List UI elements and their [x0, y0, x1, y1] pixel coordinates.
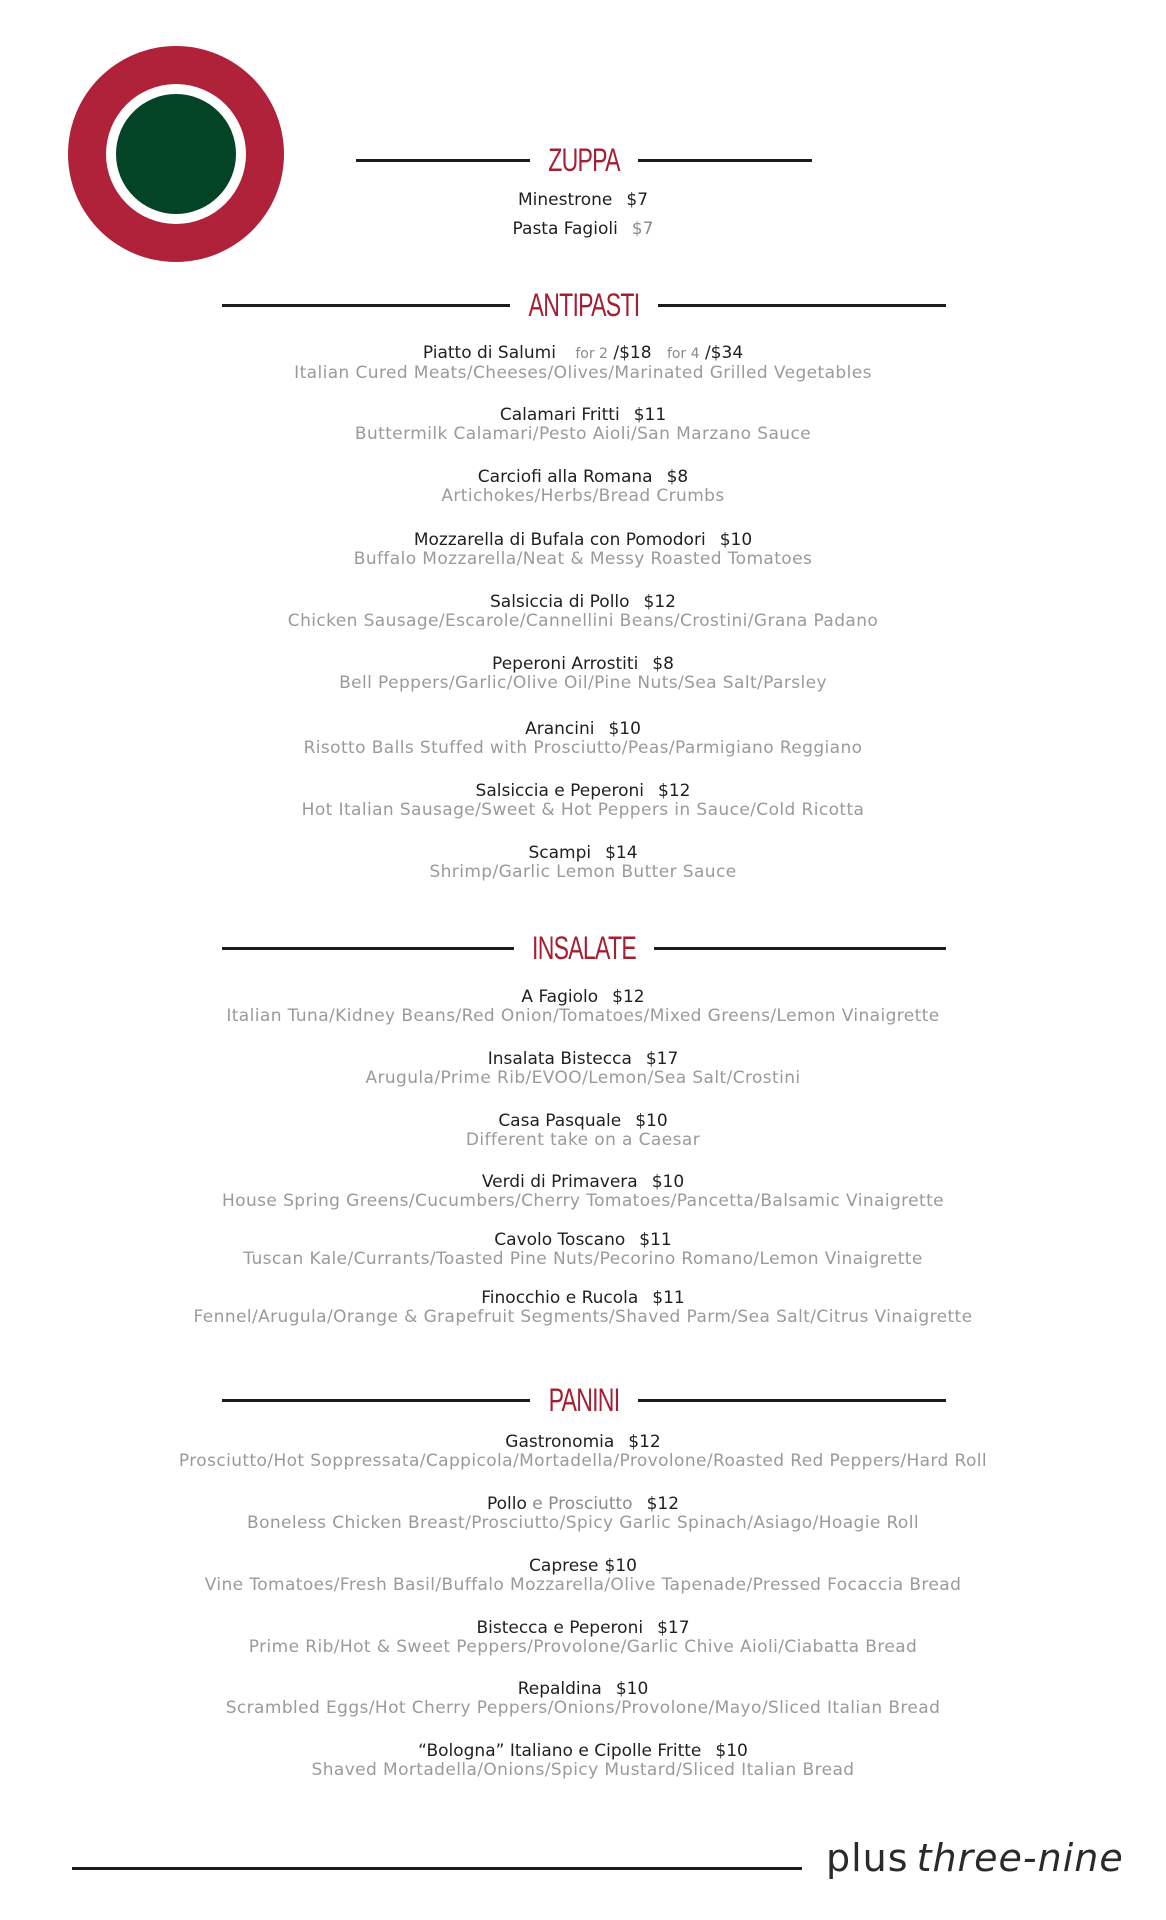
menu-item: Calamari Fritti $11 Buttermilk Calamari/Pesto Aioli/San Marzano Sauce [354, 405, 812, 444]
menu-item-pasta-fagioli: Pasta Fagioli $7 [512, 219, 654, 239]
menu-item: Bistecca e Peperoni $17 Prime Rib/Hot & Sweet Peppers/Provolone/Garlic Chive Aioli/Ciabatta Bread [248, 1618, 918, 1657]
footer-rule [72, 1867, 802, 1870]
brand-wordmark [826, 1836, 1124, 1880]
menu-item: Insalata Bistecca $17 Arugula/Prime Rib/EVOO/Lemon/Sea Salt/Crostini [365, 1049, 801, 1088]
brand-script: three-nine [916, 1836, 1124, 1880]
menu-item: A Fagiolo $12 Italian Tuna/Kidney Beans/Red Onion/Tomatoes/Mixed Greens/Lemon Vinaigrette [226, 987, 940, 1026]
section-title: ZUPPA [548, 142, 620, 178]
menu-item: Caprese $10 Vine Tomatoes/Fresh Basil/Buffalo Mozzarella/Olive Tapenade/Pressed Focaccia Bread [204, 1556, 962, 1595]
menu-item: Gastronomia $12 Prosciutto/Hot Soppressata/Cappicola/Mortadella/Provolone/Roasted Red Peppers/Hard Roll [178, 1432, 988, 1471]
menu-item: Verdi di Primavera $10 House Spring Greens/Cucumbers/Cherry Tomatoes/Pancetta/Balsamic Vinaigrette [221, 1172, 944, 1211]
menu-item: Cavolo Toscano $11 Tuscan Kale/Currants/Toasted Pine Nuts/Pecorino Romano/Lemon Vinaigrette [243, 1230, 923, 1269]
section-header-antipasti [222, 285, 946, 325]
menu-item: Salsiccia di Pollo $12 Chicken Sausage/Escarole/Cannellini Beans/Crostini/Grana Padano [287, 592, 879, 631]
section-title: ANTIPASTI [528, 287, 640, 323]
section-title: PANINI [548, 1382, 620, 1418]
section-title: INSALATE [532, 930, 636, 966]
menu-item: Repaldina $10 Scrambled Eggs/Hot Cherry Peppers/Onions/Provolone/Mayo/Sliced Italian Bread [225, 1679, 941, 1718]
menu-item: Mozzarella di Bufala con Pomodori $10 Buffalo Mozzarella/Neat & Messy Roasted Tomatoes [353, 530, 813, 569]
menu-item: “Bologna” Italiano e Cipolle Fritte $10 Shaved Mortadella/Onions/Spicy Mustard/Sliced Italian Bread [311, 1741, 855, 1780]
section-header-panini [222, 1380, 946, 1420]
menu-item: Arancini $10 Risotto Balls Stuffed with Prosciutto/Peas/Parmigiano Reggiano [303, 719, 863, 758]
section-header-insalate [222, 928, 946, 968]
section-header-zuppa [356, 140, 812, 180]
menu-item: Scampi $14 Shrimp/Garlic Lemon Butter Sauce [429, 843, 737, 882]
menu-item: Peperoni Arrostiti $8 Bell Peppers/Garlic/Olive Oil/Pine Nuts/Sea Salt/Parsley [339, 654, 827, 693]
menu-item-minestrone: Minestrone $7 [517, 190, 649, 210]
menu-item: Carciofi alla Romana $8 Artichokes/Herbs/Bread Crumbs [441, 467, 725, 506]
menu-item: Pollo e Prosciutto $12 Boneless Chicken Breast/Prosciutto/Spicy Garlic Spinach/Asiago/Hoagie Roll [247, 1494, 919, 1533]
menu-item-piatto-di-salumi: Piatto di Salumi for 2 /$18 for 4 /$34 Italian Cured Meats/Cheeses/Olives/Marinated Grilled Vegetables [294, 343, 872, 383]
menu-item: Finocchio e Rucola $11 Fennel/Arugula/Orange & Grapefruit Segments/Shaved Parm/Sea Salt/Citrus Vinaigrette [193, 1288, 973, 1327]
menu-item: Casa Pasquale $10 Different take on a Caesar [465, 1111, 701, 1150]
brand-plus: plus [826, 1836, 909, 1880]
menu-item: Salsiccia e Peperoni $12 Hot Italian Sausage/Sweet & Hot Peppers in Sauce/Cold Ricotta [301, 781, 865, 820]
